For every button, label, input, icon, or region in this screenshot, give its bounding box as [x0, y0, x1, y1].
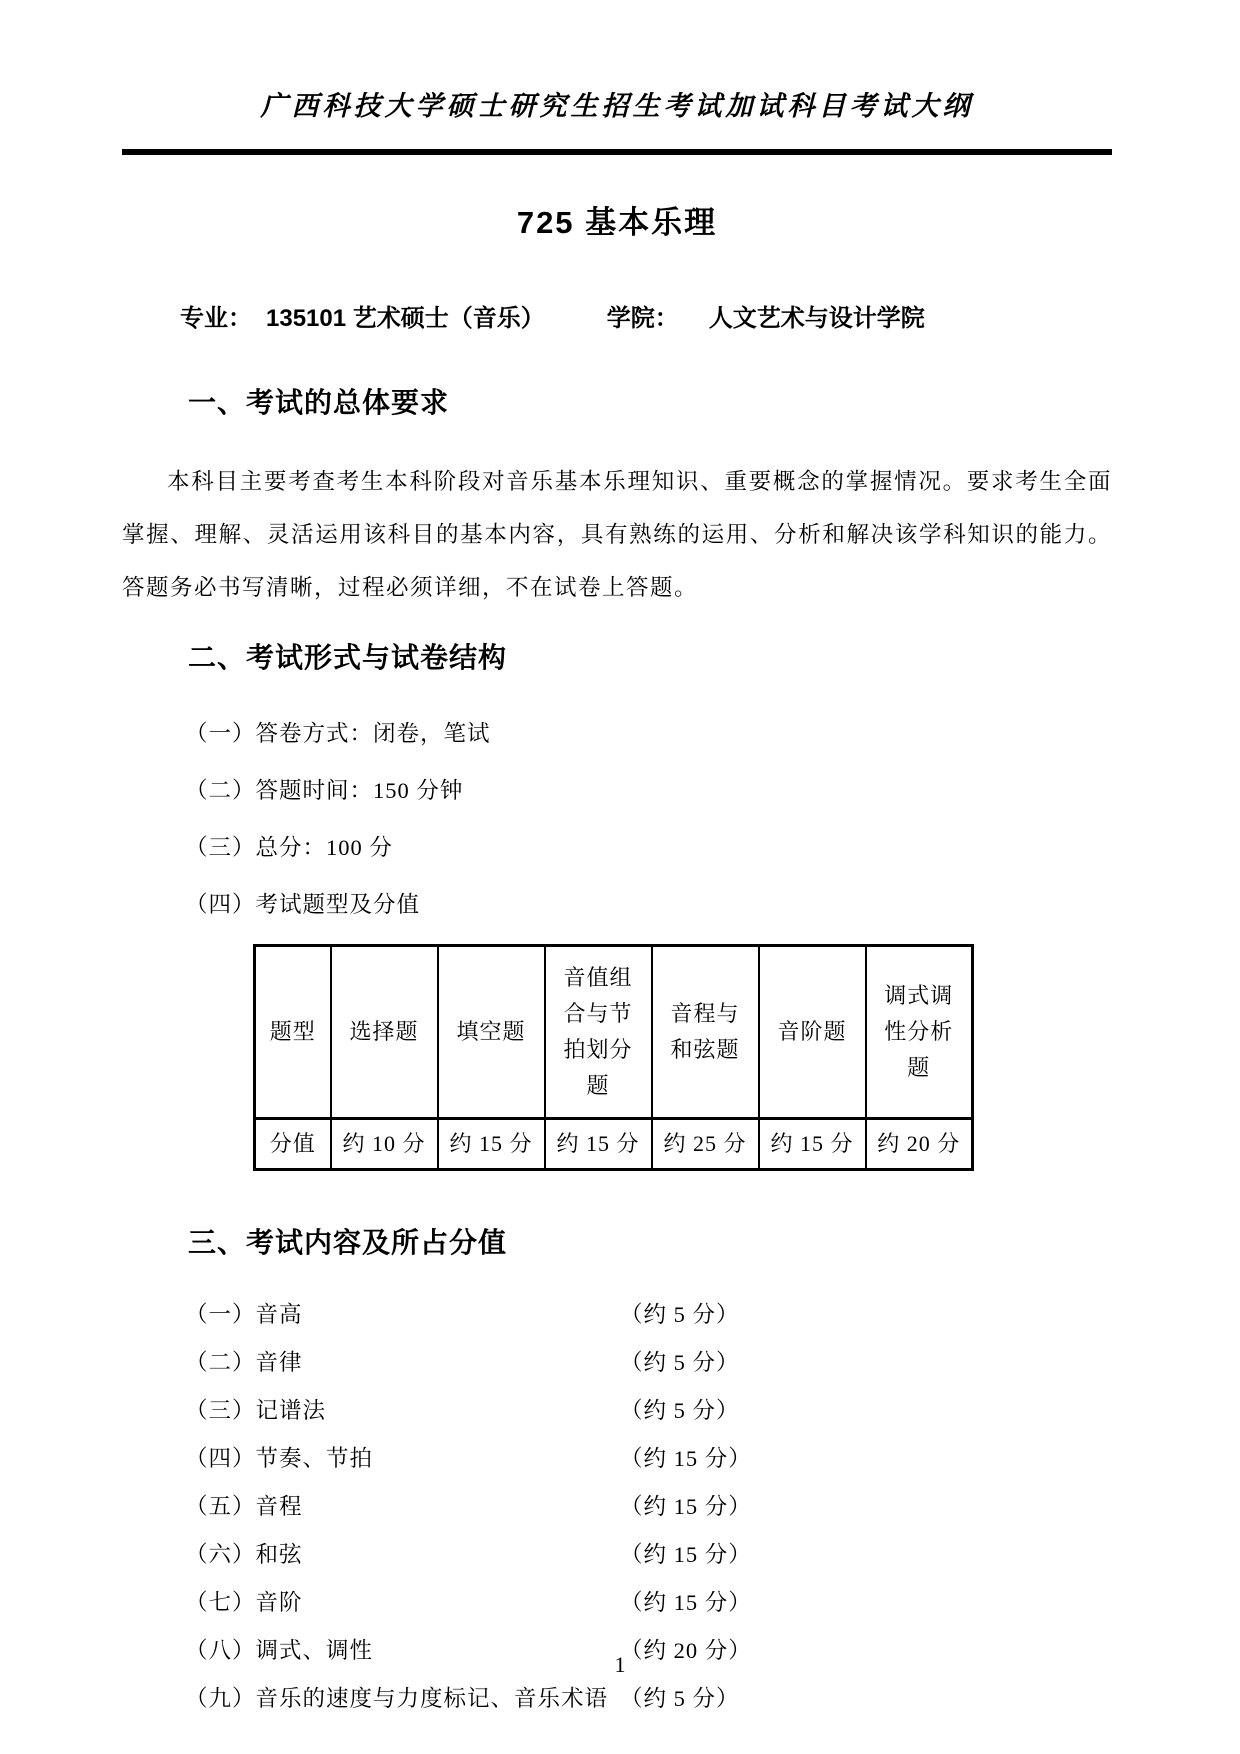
header-title: 广西科技大学硕士研究生招生考试加试科目考试大纲: [260, 91, 974, 121]
table-value-cell: 分值: [255, 1119, 331, 1170]
content-label: （三）记谱法: [185, 1398, 327, 1423]
table-header-cell: 音程与和弦题: [652, 946, 759, 1119]
list-item: [185, 1579, 1112, 1627]
table-header-cell: 题型: [255, 946, 331, 1119]
content-label: （六）和弦: [185, 1542, 303, 1567]
list-item: （三）总分：100 分: [185, 835, 393, 860]
section-1-paragraph: 本科目主要考查考生本科阶段对音乐基本乐理知识、重要概念的掌握情况。要求考生全面掌握、理解、灵活运用该科目的基本内容，具有熟练的运用、分析和解决该学科知识的能力。答题务必书写清晰，过程必须详细，不在试卷上答题。: [122, 469, 1112, 600]
page-content: [0, 84, 1240, 1723]
table-value-cell: 约 15 分: [545, 1119, 652, 1170]
list-item: [185, 1531, 1112, 1579]
score-table: [253, 944, 974, 1171]
content-label: （一）音高: [185, 1302, 303, 1327]
major-label: 专业：: [180, 305, 252, 332]
table-header-cell: 音阶题: [759, 946, 866, 1119]
list-item: （四）考试题型及分值: [185, 892, 421, 917]
table-value-cell: 约 10 分: [331, 1119, 438, 1170]
section-3-heading: 三、考试内容及所占分值: [188, 1227, 508, 1258]
table-value-cell: 约 15 分: [759, 1119, 866, 1170]
content-label: （二）音律: [185, 1350, 303, 1375]
list-item: （二）答题时间：150 分钟: [185, 778, 464, 803]
content-score: （约 15 分）: [620, 1446, 752, 1471]
section-2-list: [122, 716, 1112, 919]
table-header-cell: 音值组合与节拍划分题: [545, 946, 652, 1119]
list-item: [185, 1675, 1112, 1723]
list-item: （一）答卷方式：闭卷，笔试: [185, 721, 491, 746]
section-2-heading: 二、考试形式与试卷结构: [188, 642, 508, 673]
content-score: （约 5 分）: [620, 1686, 740, 1711]
content-score: （约 15 分）: [620, 1494, 752, 1519]
table-value-cell: 约 25 分: [652, 1119, 759, 1170]
college-label: 学院：: [606, 305, 679, 332]
content-score: （约 5 分）: [620, 1398, 740, 1423]
content-score: （约 5 分）: [620, 1350, 740, 1375]
page-number: 1: [614, 1652, 626, 1677]
list-item: [185, 1483, 1112, 1531]
table-value-cell: 约 20 分: [866, 1119, 973, 1170]
meta-row: [122, 298, 1112, 333]
content-label: （八）调式、调性: [185, 1638, 374, 1663]
list-item: [185, 1387, 1112, 1435]
content-label: （七）音阶: [185, 1590, 303, 1615]
content-label: （九）音乐的速度与力度标记、音乐术语: [185, 1686, 609, 1711]
table-header-cell: 调式调性分析题: [866, 946, 973, 1119]
content-score: （约 15 分）: [620, 1542, 752, 1567]
content-label: （五）音程: [185, 1494, 303, 1519]
table-value-cell: 约 15 分: [438, 1119, 545, 1170]
table-header-cell: 填空题: [438, 946, 545, 1119]
content-score: （约 20 分）: [620, 1638, 752, 1663]
section-1-heading: 一、考试的总体要求: [188, 387, 450, 418]
table-header-cell: 选择题: [331, 946, 438, 1119]
content-score: （约 5 分）: [620, 1302, 740, 1327]
course-title: 725 基本乐理: [516, 205, 718, 240]
table-row: [255, 1119, 973, 1170]
list-item: [185, 1291, 1112, 1339]
list-item: [185, 1435, 1112, 1483]
college-value: 人文艺术与设计学院: [708, 305, 925, 332]
list-item: [185, 1339, 1112, 1387]
major-value: 135101 艺术硕士（音乐）: [266, 305, 545, 332]
header-rule: [122, 149, 1112, 155]
content-score: （约 15 分）: [620, 1590, 752, 1615]
content-label: （四）节奏、节拍: [185, 1446, 374, 1471]
table-row: [255, 946, 973, 1119]
